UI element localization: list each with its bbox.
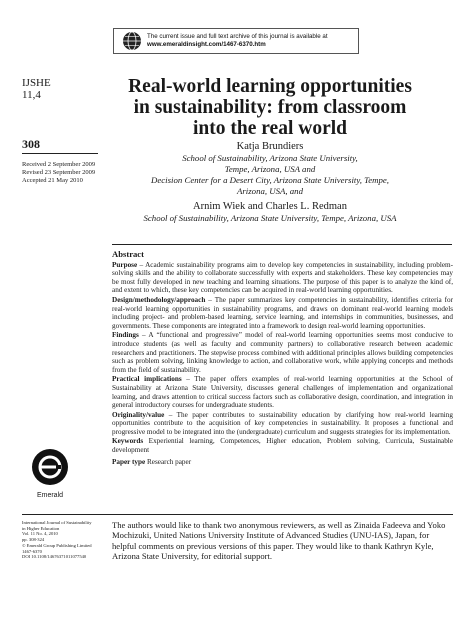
journal-volume: 11,4 — [22, 89, 41, 101]
section-label: Design/methodology/approach — [112, 295, 206, 304]
abstract-divider — [112, 244, 452, 245]
pubinfo-line: DOI 10.1108/14676371011077540 — [22, 554, 87, 560]
abstract-practical — [112, 375, 453, 409]
section-label: Practical implications — [112, 375, 182, 384]
abstract-paper-type — [112, 458, 453, 467]
abstract-originality — [112, 411, 453, 437]
article-dates — [22, 161, 95, 185]
notice-text — [147, 33, 328, 49]
section-text: – The paper contributes to sustainability education by clarifying how real-world learning opportunities contribute to the acquisition of key competencies in sustainability. It proposes a functional and progressive model to be integrated into the (undergraduate) curriculum and suggests strategies for its implementation. — [112, 410, 453, 436]
publication-info — [22, 520, 107, 560]
footer-divider — [22, 514, 453, 515]
abstract — [112, 250, 453, 467]
page-number: 308 — [22, 137, 40, 151]
journal-url-link[interactable]: www.emeraldinsight.com/1467-6370.htm — [147, 41, 266, 48]
abstract-keywords — [112, 437, 453, 454]
author-name: Katja Brundiers — [236, 141, 304, 152]
section-text: Experiential learning, Competences, Higher education, Problem solving, Curricula, Sustainable development — [112, 437, 453, 455]
journal-code — [22, 77, 51, 101]
affiliation-line: Decision Center for a Desert City, Arizona State University, Tempe, — [151, 175, 389, 185]
sidebar-divider — [22, 153, 98, 154]
authors-block — [100, 141, 440, 224]
article-title — [100, 76, 440, 139]
pubinfo-line: pp. 308-324 — [22, 537, 45, 543]
acknowledgement: The authors would like to thank two anonymous reviewers, as well as Zinaida Fadeeva and Yoko Mochizuki, United Nations University Institute of Advanced Studies (UNU-IAS), Japan, for helpful comments on previous versions of this paper. They would like to thank Kathryn Kyle, Arizona State University, for editorial support. — [112, 520, 446, 562]
section-label: Findings — [112, 331, 139, 340]
pubinfo-line: in Higher Education — [22, 525, 60, 531]
abstract-design — [112, 296, 453, 330]
notice-line: The current issue and full text archive of this journal is available at — [147, 33, 328, 40]
affiliation-line: School of Sustainability, Arizona State University, Tempe, Arizona, USA — [143, 213, 397, 223]
title-line: in sustainability: from classroom — [133, 97, 407, 118]
section-text: – Academic sustainability programs aim to develop key competencies in sustainability, including problem-solving skills and the ability to collaborate successfully with experts and stakeholders. These key competencies may be most fully developed in new teaching and learning situations. The purpose of this paper is to analyze the kind of, and extent to which, these key competencies can be acquired in real-world learning opportunities. — [112, 260, 453, 295]
pubinfo-line: International Journal of Sustainability — [22, 520, 92, 525]
globe-icon — [122, 31, 142, 51]
section-text: – The paper offers examples of real-world learning opportunities at the School of Sustainability at Arizona State University, discusses general challenges of implementation and organizational learning, and draws attention to critical success factors such as collaborative design, coordination, and integration in general introductory courses for undergraduate students. — [112, 375, 453, 410]
title-line: Real-world learning opportunities — [128, 76, 412, 97]
publisher-logo-text: Emerald — [36, 492, 64, 499]
pubinfo-line: 1467-6370 — [22, 548, 42, 554]
abstract-heading: Abstract — [112, 249, 144, 259]
pubinfo-line: Vol. 11 No. 4, 2010 — [22, 531, 58, 537]
pubinfo-line: © Emerald Group Publishing Limited — [22, 542, 92, 548]
affiliation-line: School of Sustainability, Arizona State University, — [182, 153, 358, 163]
section-text: Research paper — [145, 457, 192, 466]
journal-abbrev: IJSHE — [22, 77, 51, 89]
section-label: Paper type — [112, 457, 146, 466]
emerald-logo-icon — [30, 447, 70, 493]
abstract-findings — [112, 331, 453, 374]
abstract-purpose — [112, 261, 453, 295]
section-label: Purpose — [112, 260, 138, 269]
received-date: Received 2 September 2009 — [22, 161, 96, 168]
accepted-date: Accepted 21 May 2010 — [22, 177, 83, 184]
author-name: Arnim Wiek and Charles L. Redman — [193, 201, 347, 212]
affiliation-line: Arizona, USA, and — [237, 186, 303, 196]
journal-notice-box — [113, 28, 359, 54]
revised-date: Revised 23 September 2009 — [22, 169, 96, 176]
affiliation-line: Tempe, Arizona, USA and — [224, 164, 316, 174]
section-label: Originality/value — [112, 410, 165, 419]
section-text: – A “functional and progressive” model of real-world learning opportunities seems most conducive to introduce students (as well as faculty and community partners) to collaborative research between academic researchers and practitioners. The stepwise process combined with additional principles allows building competencies such as problem solving, linking knowledge to action, and collaborative work, while applying concepts and methods from the field of sustainability. — [112, 331, 453, 374]
section-text: – The paper summarizes key competencies in sustainability, identifies criteria for real-world learning opportunities in sustainability programs, and draws on dominant real-world learning models including project- and problem-based learning, service learning, and internships in communities, businesses, and governments. These components are integrated into a framework to design real-world learning opportunities. — [112, 295, 453, 330]
title-line: into the real world — [192, 118, 347, 139]
section-label: Keywords — [112, 437, 144, 446]
